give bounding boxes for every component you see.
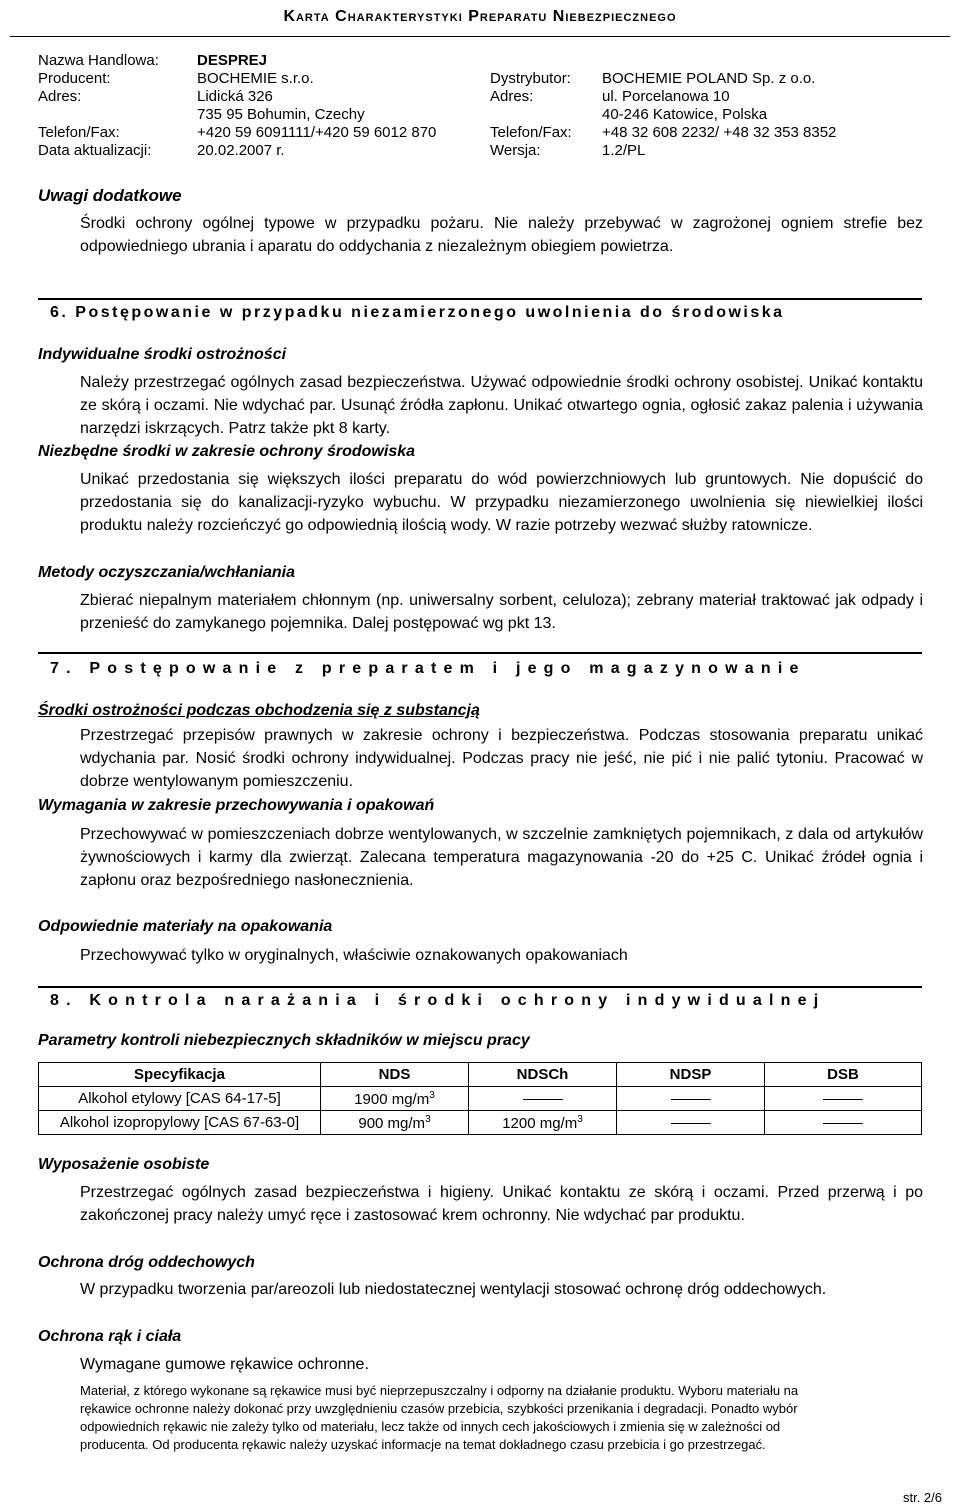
section6-sub3-heading: Metody oczyszczania/wchłaniania [38,564,295,581]
section7-sub3-heading: Odpowiednie materiały na opakowania [38,918,333,935]
th-specyfikacja: Specyfikacja [39,1063,321,1087]
section6-sub1-heading: Indywidualne środki ostrożności [38,346,287,363]
value-producer: BOCHEMIE s.r.o. [197,70,314,87]
gloves-note: Materiał, z którego wykonane są rękawice musi być nieprzepuszczalny i odporny na działanie produktu. Wyboru materiału na rękawice ochronne należy dokonać przy uwzględnieniu czasów przebicia, szybkości przenikania i degradacji. Ponadto wybór odpowiednich rękawic nie zależy tylko od materiału, lecz także od innych cech jakościowych i zmienia się w zależności od producenta. Od producenta rękawic należy uzyskać informacje na temat dokładnego czasu przebicia i go przestrzegać. [80,1383,799,1452]
label-distributor-phone: Telefon/Fax: [490,124,572,141]
th-nds: NDS [321,1063,469,1087]
value-trade-name: DESPREJ [197,52,268,69]
value-distributor-phone: +48 32 608 2232/ +48 32 353 8352 [602,124,837,141]
section7-sub3-text: Przechowywać tylko w oryginalnych, właściwie oznakowanych opakowaniach [80,947,628,964]
params-table-heading: Parametry kontroli niebezpiecznych składników w miejscu pracy [38,1032,530,1049]
label-version: Wersja: [490,142,541,159]
section6-sub1-text: Należy przestrzegać ogólnych zasad bezpieczeństwa. Używać odpowiednie środki ochrony osobistej. Unikać kontaktu ze skórą i oczami. Nie wdychać par. Usunąć źródła zapłonu. Unikać otwartego ognia, ogłosić zakaz palenia i używania narzędzi iskrzących. Patrz także pkt 8 karty. [80,374,923,437]
cell-ndsp-dash [617,1111,765,1135]
section8-rule [38,986,922,988]
th-ndsp: NDSP [617,1063,765,1087]
header-labels-right [490,70,572,160]
cell-dsb-dash [765,1111,922,1135]
cell-ndsch-dash [469,1087,617,1111]
section6-sub2-text: Unikać przedostania się większych ilości preparatu do wód powierzchniowych lub gruntowych. Nie dopuścić do przedostania się do kanalizacji-ryzyko wybuchu. W przypadku niezamierzonego uwolnienia się niewielkiej ilości produktu należy rozcieńczyć go odpowiednią ilością wody. W razie potrzeby wezwać służby ratownicze. [80,471,923,534]
value-distributor-address2: 40-246 Katowice, Polska [602,106,768,123]
section7-sub2-text: Przechowywać w pomieszczeniach dobrze wentylowanych, w szczelnie zamkniętych pojemnikach, z dala od artykułów żywnościowych i karmy dla zwierząt. Zalecana temperatura magazynowania -20 do +25 C. Unikać źródeł ognia i zapłonu oraz bezpośredniego nasłonecznienia. [80,826,923,889]
value-version: 1.2/PL [602,142,646,159]
value-distributor: BOCHEMIE POLAND Sp. z o.o. [602,70,816,87]
section6-title: 6. Postępowanie w przypadku niezamierzonego uwolnienia do środowiska [50,304,785,321]
exposure-limits-table [38,1062,922,1135]
section8-sub2-heading: Ochrona dróg oddechowych [38,1254,255,1271]
uwagi-heading: Uwagi dodatkowe [38,186,182,205]
page-number: str. 2/6 [902,1490,942,1505]
label-trade-name: Nazwa Handlowa: [38,52,159,69]
uwagi-text: Środki ochrony ogólnej typowe w przypadku pożaru. Nie należy przebywać w zagrożonej ogniem strefie bez odpowiedniego ubrania i aparatu do oddychania z niezależnym obiegiem powietrza. [80,215,923,255]
section8-sub2-text: W przypadku tworzenia par/areozoli lub niedostatecznej wentylacji stosować ochronę dróg oddechowych. [80,1281,827,1298]
th-dsb: DSB [765,1063,922,1087]
section7-rule [38,652,922,654]
header-values-right [602,70,836,160]
label-blank-right [490,106,572,124]
header-values-left [197,52,436,160]
table-row [39,1087,922,1111]
value-distributor-address1: ul. Porcelanowa 10 [602,88,730,105]
section8-sub1-text: Przestrzegać ogólnych zasad bezpieczeństwa i higieny. Unikać kontaktu ze skórą i oczami. Przed przerwą i po zakończonej pracy należy umyć ręce i zastosować krem ochronny. Nie wdychać par produktu. [80,1184,923,1224]
cell-dsb-dash [765,1087,922,1111]
header-divider [10,36,950,37]
value-update-date: 20.02.2007 r. [197,142,285,159]
section6-sub2-heading: Niezbędne środki w zakresie ochrony środowiska [38,443,416,460]
label-distributor: Dystrybutor: [490,70,571,87]
cell-nds: 900 $mg/m^3$ [321,1111,469,1135]
cell-spec: Alkohol etylowy [CAS 64-17-5] [39,1087,321,1111]
section7-sub2-heading: Wymagania w zakresie przechowywania i opakowań [38,797,435,814]
cell-ndsch: 1200 $mg/m^3$ [469,1111,617,1135]
label-update-date: Data aktualizacji: [38,142,152,159]
section7-title: 7. Postępowanie z preparatem i jego magazynowanie [50,660,806,677]
section8-sub3-heading: Ochrona rąk i ciała [38,1328,182,1345]
value-phone: +420 59 6091111/+420 59 6012 870 [197,124,437,141]
label-phone: Telefon/Fax: [38,124,120,141]
section6-rule [38,298,922,300]
section6-sub3-text: Zbierać niepalnym materiałem chłonnym (np. uniwersalny sorbent, celuloza); zebrany materiał traktować jak odpady i przenieść do zamykanego pojemnika. Dalej postępować wg pkt 13. [80,592,923,632]
section7-sub1-text: Przestrzegać przepisów prawnych w zakresie ochrony i bezpieczeństwa. Podczas stosowania preparatu unikać wdychania par. Nosić środki ochrony indywidualnej. Podczas pracy nie jeść, nie pić i nie palić tytoniu. Pracować w dobrze wentylowanym pomieszczeniu. [80,727,923,790]
cell-ndsp-dash [617,1087,765,1111]
section8-sub1-heading: Wyposażenie osobiste [38,1156,210,1173]
section8-title: 8. Kontrola narażania i środki ochrony indywidualnej [50,992,826,1009]
cell-spec: Alkohol izopropylowy [CAS 67-63-0] [39,1111,321,1135]
label-producer: Producent: [38,70,111,87]
label-address: Adres: [38,88,82,105]
header-labels-left [38,52,159,160]
cell-nds: 1900 $mg/m^3$ [321,1087,469,1111]
document-title: Karta Charakterystyki Preparatu Niebezpiecznego [283,8,677,25]
section8-sub3-text: Wymagane gumowe rękawice ochronne. [80,1356,369,1373]
label-blank [38,106,159,124]
section7-sub1-heading: Środki ostrożności podczas obchodzenia się z substancją [38,702,480,719]
table-row [39,1111,922,1135]
value-address-line1: Lidická 326 [197,88,273,105]
table-header-row [39,1063,922,1087]
th-ndsch: NDSCh [469,1063,617,1087]
label-distributor-address: Adres: [490,88,534,105]
value-address-line2: 735 95 Bohumin, Czechy [197,106,365,123]
